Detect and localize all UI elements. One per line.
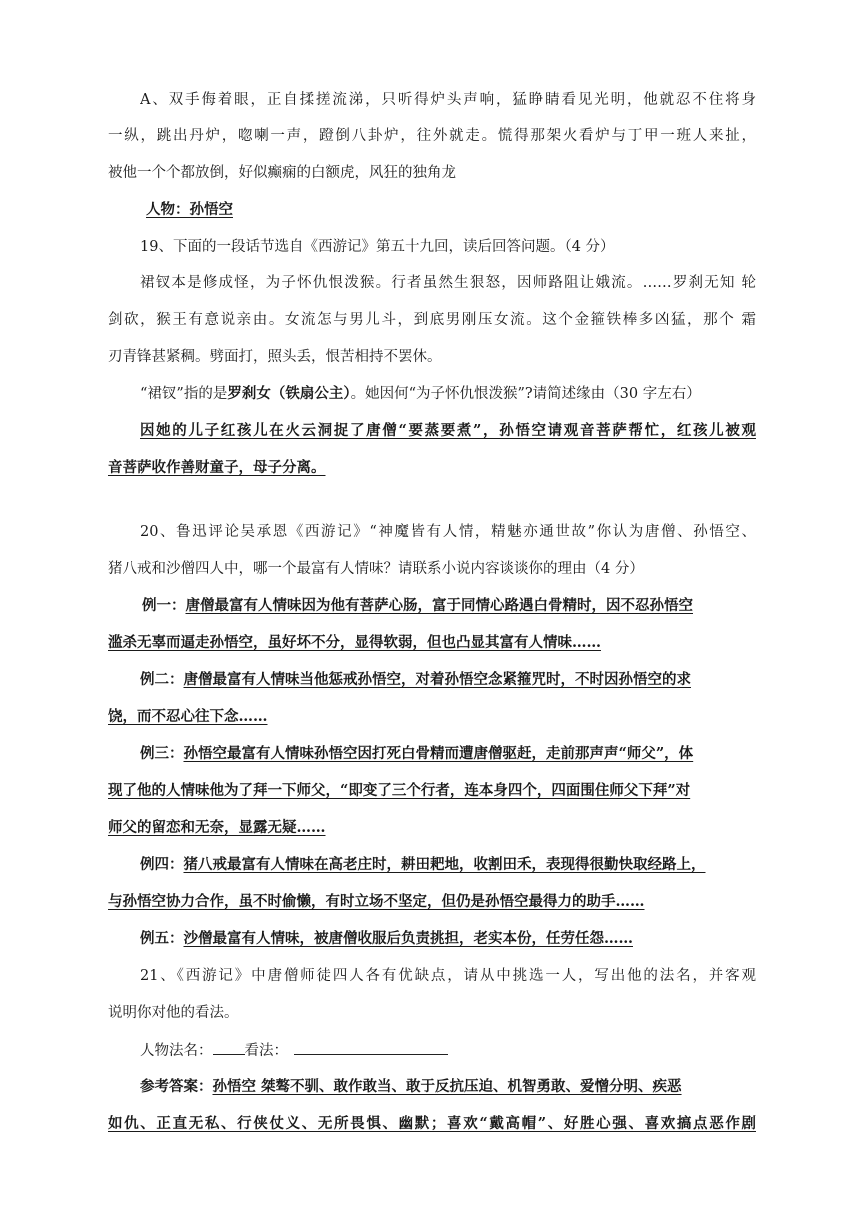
example-1-label: 例一： xyxy=(142,597,186,614)
q20-example-1-line-2: 滥杀无辜而逼走孙悟空，虽好坏不分，显得软弱，但也凸显其富有人情味…… xyxy=(108,634,601,651)
passage-a-line-1: A、双手侮着眼，正自揉搓流涕，只听得炉头声响，猛睁睛看见光明，他就忍不住将身 xyxy=(140,92,756,108)
example-4-label: 例四： xyxy=(140,856,184,873)
q20-example-2-line-1 xyxy=(140,670,756,690)
q20-example-3-line-3: 师父的留恋和无奈，显露无疑…… xyxy=(108,819,326,836)
passage-a-line-3: 被他一个个都放倒，好似癫痫的白额虎，风狂的独角龙 xyxy=(108,165,456,181)
name-blank[interactable] xyxy=(213,1040,245,1055)
answer-character-sun-wukong: 人物：孙悟空 xyxy=(146,201,233,218)
q19-question-prefix: “裙钗”指的是 xyxy=(140,386,228,402)
q19-poem-line-3: 刃青锋甚紧稠。劈面打，照头丢，恨苦相持不罢休。 xyxy=(108,349,442,365)
view-label: 看法： xyxy=(244,1043,288,1059)
example-5-label: 例五： xyxy=(140,930,184,947)
q20-example-4-line-1 xyxy=(140,855,756,875)
q20-example-5-line-1 xyxy=(140,929,756,949)
example-2-label: 例二： xyxy=(140,671,184,688)
example-3-text: 孙悟空最富有人情味孙悟空因打死白骨精而遭唐僧驱赶，走前那声声“师父”，体 xyxy=(183,745,694,762)
q19-answer-line-2: 音菩萨收作善财童子，母子分离。 xyxy=(108,459,326,476)
example-1-text: 唐僧最富有人情味因为他有菩萨心肠，富于同情心路遇白骨精时，因不忍孙悟空 xyxy=(185,597,693,614)
example-3-label: 例三： xyxy=(140,745,184,762)
example-2-text: 唐僧最富有人情味当他惩戒孙悟空，对着孙悟空念紧箍咒时，不时因孙悟空的求 xyxy=(183,671,691,688)
q19-stem: 19、下面的一段话节选自《西游记》第五十九回，读后回答问题。（4 分） xyxy=(140,239,615,255)
q20-example-1-line-1 xyxy=(142,596,756,616)
q19-question-bold-answer: 罗刹女（铁扇公主） xyxy=(227,385,351,402)
view-blank[interactable] xyxy=(294,1040,448,1055)
q21-stem-line-2: 说明你对他的看法。 xyxy=(108,1005,239,1021)
q21-reference-line-1 xyxy=(140,1077,756,1097)
q21-fill-in-line xyxy=(140,1040,788,1061)
q21-reference-line-2: 如仇、正直无私、行侠仗义、无所畏惧、幽默；喜欢“戴高帽”、好胜心强、喜欢搞点恶作剧 xyxy=(108,1115,756,1132)
q19-question-suffix: 。她因何“为子怀仇恨泼猴”?请简述缘由（30 字左右） xyxy=(350,386,701,402)
passage-a-line-2: 一纵，跳出丹炉，唿喇一声，蹬倒八卦炉，往外就走。慌得那架火看炉与丁甲一班人来扯， xyxy=(108,128,756,144)
q19-question xyxy=(140,384,788,404)
q19-answer-line-1: 因她的儿子红孩儿在火云洞捉了唐僧“要蒸要煮”，孙悟空请观音菩萨帮忙，红孩儿被观 xyxy=(140,422,756,439)
example-5-text: 沙僧最富有人情味，被唐僧收服后负责挑担，老实本份，任劳任怨…… xyxy=(183,930,633,947)
reference-answer-text: 孙悟空 桀骜不驯、敢作敢当、敢于反抗压迫、机智勇敢、爱憎分明、疾恶 xyxy=(212,1078,682,1095)
reference-answer-label: 参考答案： xyxy=(140,1078,213,1095)
q20-stem-line-2: 猪八戒和沙僧四人中，哪一个最富有人情味？请联系小说内容谈谈你的理由（4 分） xyxy=(108,561,644,577)
q21-stem-line-1: 21、《西游记》中唐僧师徒四人各有优缺点，请从中挑选一人，写出他的法名，并客观 xyxy=(140,968,756,984)
q19-poem-line-1: 裙钗本是修成怪，为子怀仇恨泼猴。行者虽然生狠怒，因师路阻让娥流。……罗刹无知 轮 xyxy=(140,275,756,291)
q20-example-3-line-1 xyxy=(140,744,756,764)
q20-example-2-line-2: 饶，而不忍心往下念…… xyxy=(108,708,268,725)
q19-poem-line-2: 剑砍，猴王有意说亲由。女流怎与男儿斗，到底男刚压女流。这个金箍铁棒多凶猛，那个 霜 xyxy=(108,312,756,328)
name-label: 人物法名： xyxy=(140,1043,213,1059)
q20-example-3-line-2: 现了他的人情味他为了拜一下师父，“即变了三个行者，连本身四个，四面围住师父下拜”对 xyxy=(108,782,691,799)
example-4-text: 猪八戒最富有人情味在高老庄时，耕田耙地，收割田禾，表现得很勤快取经路上， xyxy=(183,856,706,873)
q20-stem-line-1: 20、鲁迅评论吴承恩《西游记》“神魔皆有人情，精魅亦通世故”你认为唐僧、孙悟空、 xyxy=(140,524,756,540)
q20-example-4-line-2: 与孙悟空协力合作，虽不时偷懒，有时立场不坚定，但仍是孙悟空最得力的助手…… xyxy=(108,893,645,910)
